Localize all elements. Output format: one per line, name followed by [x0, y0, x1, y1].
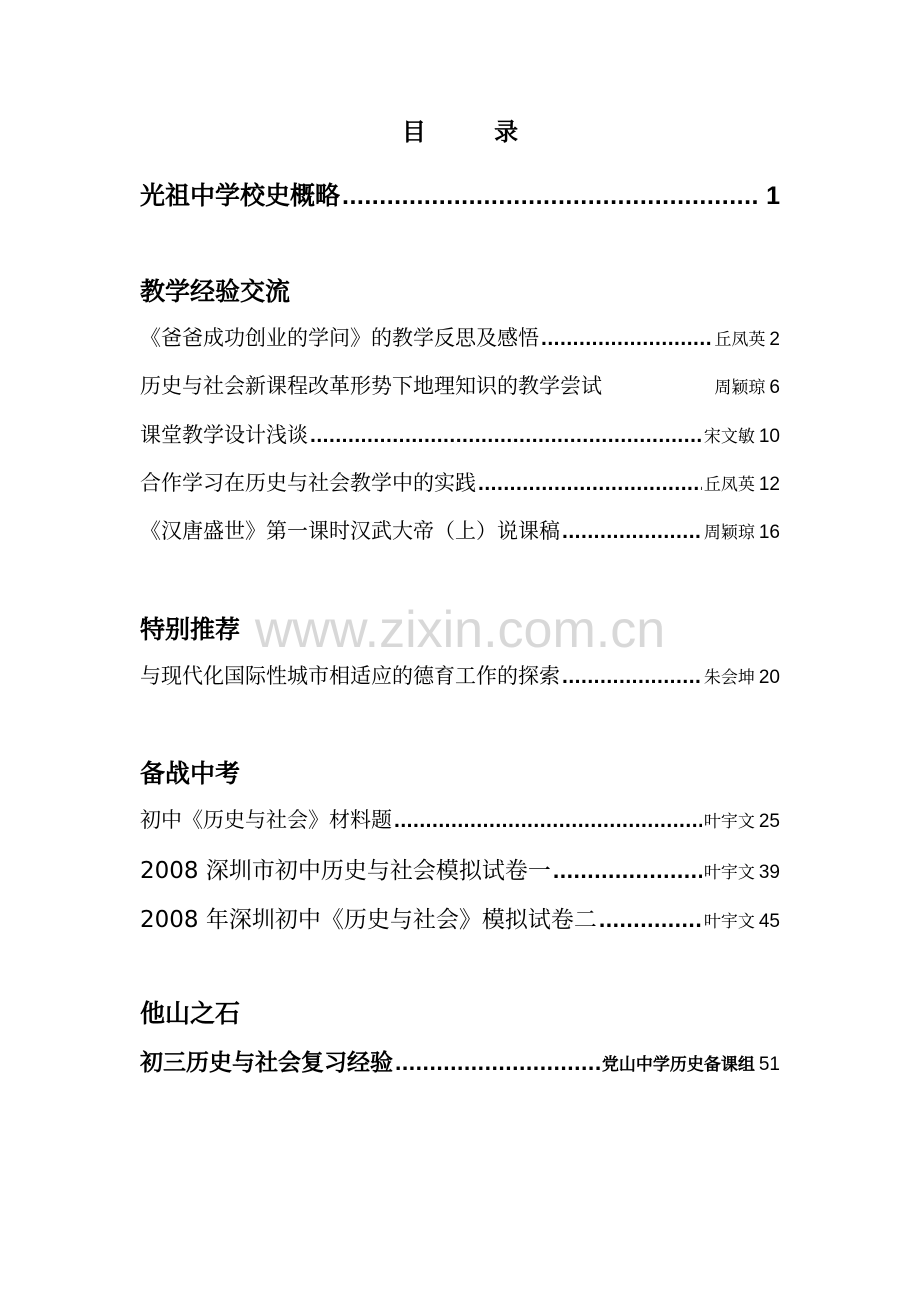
- entry-author: 周颖琼: [703, 523, 755, 543]
- entry-author: 丘凤英: [703, 475, 755, 495]
- leader-dots: [562, 665, 702, 689]
- page-title: 目 录: [401, 118, 549, 146]
- entry-page: 2: [769, 329, 780, 350]
- section-heading-other-mountains: 他山之石: [140, 999, 241, 1028]
- entry-page: 45: [758, 911, 780, 932]
- leader-dots: [394, 809, 702, 833]
- entry-title: 课堂教学设计浅谈: [140, 423, 308, 447]
- toc-entry[interactable]: [140, 370, 780, 400]
- entry-page: 20: [758, 667, 780, 688]
- section-heading-exam-prep: 备战中考: [140, 759, 241, 788]
- entry-page: 1: [766, 182, 780, 210]
- section-heading-teaching: 教学经验交流: [140, 277, 291, 306]
- entry-title: 光祖中学校史概略: [140, 181, 341, 210]
- leader-dots: [342, 182, 760, 211]
- toc-entry[interactable]: [140, 515, 780, 545]
- entry-title: 2008 深圳市初中历史与社会模拟试卷一: [140, 858, 551, 884]
- entry-title: 与现代化国际性城市相适应的德育工作的探索: [140, 664, 560, 688]
- entry-page: 10: [758, 426, 780, 447]
- entry-page: 16: [758, 522, 780, 543]
- toc-entry[interactable]: [140, 660, 780, 690]
- entry-title: 合作学习在历史与社会教学中的实践: [140, 471, 476, 495]
- entry-author: 叶宇文: [703, 863, 755, 883]
- toc-entry[interactable]: [140, 852, 780, 885]
- toc-entry[interactable]: [140, 1044, 780, 1077]
- leader-dots: [395, 1049, 600, 1076]
- entry-page: 39: [758, 862, 780, 883]
- entry-title: 初中《历史与社会》材料题: [140, 808, 392, 832]
- entry-title: 《汉唐盛世》第一课时汉武大帝（上）说课稿: [140, 519, 560, 543]
- entry-author: 朱会坤: [703, 668, 755, 688]
- leader-dots: [541, 327, 712, 351]
- entry-author: 叶宇文: [703, 812, 755, 832]
- entry-title: 2008 年深圳初中《历史与社会》模拟试卷二: [140, 907, 597, 933]
- entry-page: 25: [758, 811, 780, 832]
- toc-entry[interactable]: [140, 467, 780, 497]
- section-heading-recommended: 特别推荐: [140, 615, 241, 644]
- toc-entry[interactable]: [140, 322, 780, 352]
- toc-entry[interactable]: [140, 901, 780, 934]
- entry-page: 12: [758, 474, 780, 495]
- leader-dots: [599, 906, 702, 933]
- entry-author: 周颖琼: [714, 378, 766, 398]
- leader-dots: [310, 424, 702, 448]
- entry-page: 51: [758, 1054, 780, 1075]
- entry-title: 《爸爸成功创业的学问》的教学反思及感悟: [140, 326, 539, 350]
- entry-author: 宋文敏: [703, 427, 755, 447]
- watermark: www.zixin.com.cn: [254, 601, 666, 659]
- entry-page: 6: [769, 377, 780, 398]
- leader-dots: [478, 472, 702, 496]
- entry-title: 历史与社会新课程改革形势下地理知识的教学尝试: [140, 374, 602, 398]
- entry-author: 叶宇文: [703, 912, 755, 932]
- entry-title: 初三历史与社会复习经验: [140, 1050, 393, 1076]
- entry-author: 丘凤英: [714, 330, 766, 350]
- leader-dots: [562, 520, 702, 544]
- toc-entry[interactable]: [140, 804, 780, 834]
- leader-dots: [553, 857, 702, 884]
- toc-entry[interactable]: [140, 419, 780, 449]
- entry-author: 党山中学历史备课组: [601, 1055, 755, 1075]
- toc-entry-school-history[interactable]: [140, 176, 780, 212]
